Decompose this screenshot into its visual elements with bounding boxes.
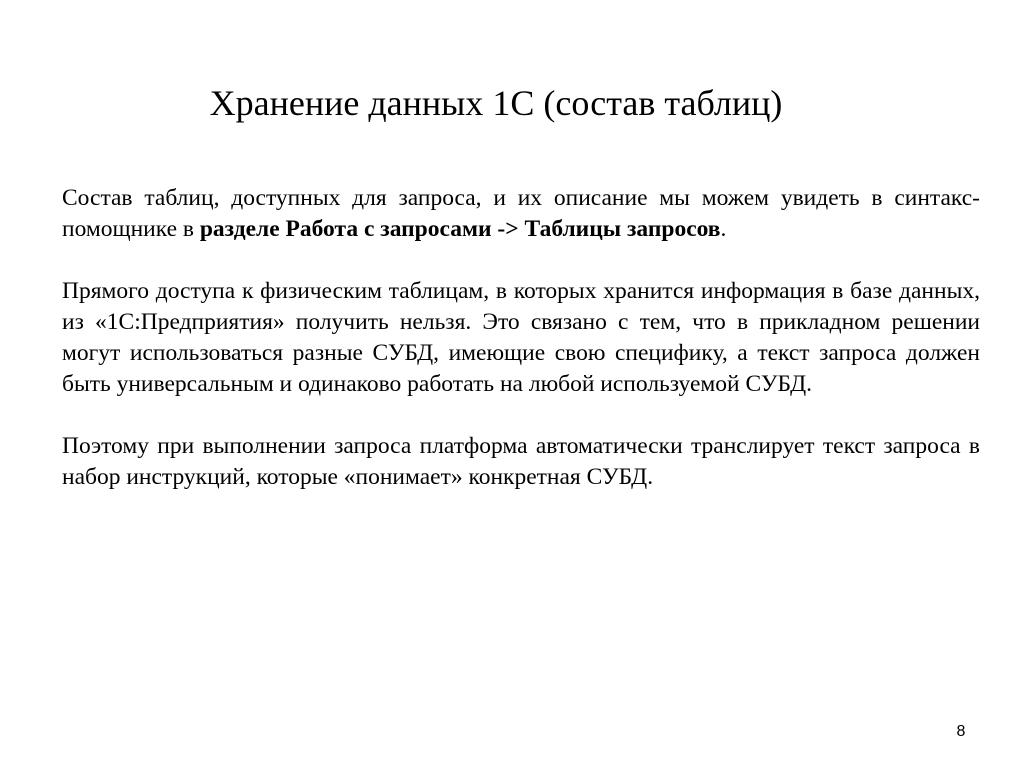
slide-body	[62, 183, 980, 493]
paragraph-query-translation: Поэтому при выполнении запроса платформа автоматически транслирует текст запроса в набор инструкций, которые «понимает» конкретная СУБД.	[62, 433, 980, 490]
paragraph-1-text: Состав таблиц, доступных для запроса, и их описание мы можем увидеть в синтакс-помощнике в	[62, 185, 980, 242]
slide-title: Хранение данных 1С (состав таблиц)	[209, 83, 783, 123]
paragraph-1-bold-path: разделе Работа с запросами -> Таблицы запросов	[199, 216, 721, 242]
paragraph-table-composition	[62, 183, 980, 245]
page-number: 8	[956, 723, 966, 740]
paragraph-direct-access: Прямого доступа к физическим таблицам, в которых хранится информация в базе данных, из «1С:Предприятия» получить нельзя. Это связано с тем, что в прикладном решении могут использоваться разные СУБД, имеющие свою специфику, а текст запроса должен быть универсальным и одинаково работать на любой используемой СУБД.	[62, 278, 980, 397]
paragraph-1-end: .	[720, 216, 727, 242]
